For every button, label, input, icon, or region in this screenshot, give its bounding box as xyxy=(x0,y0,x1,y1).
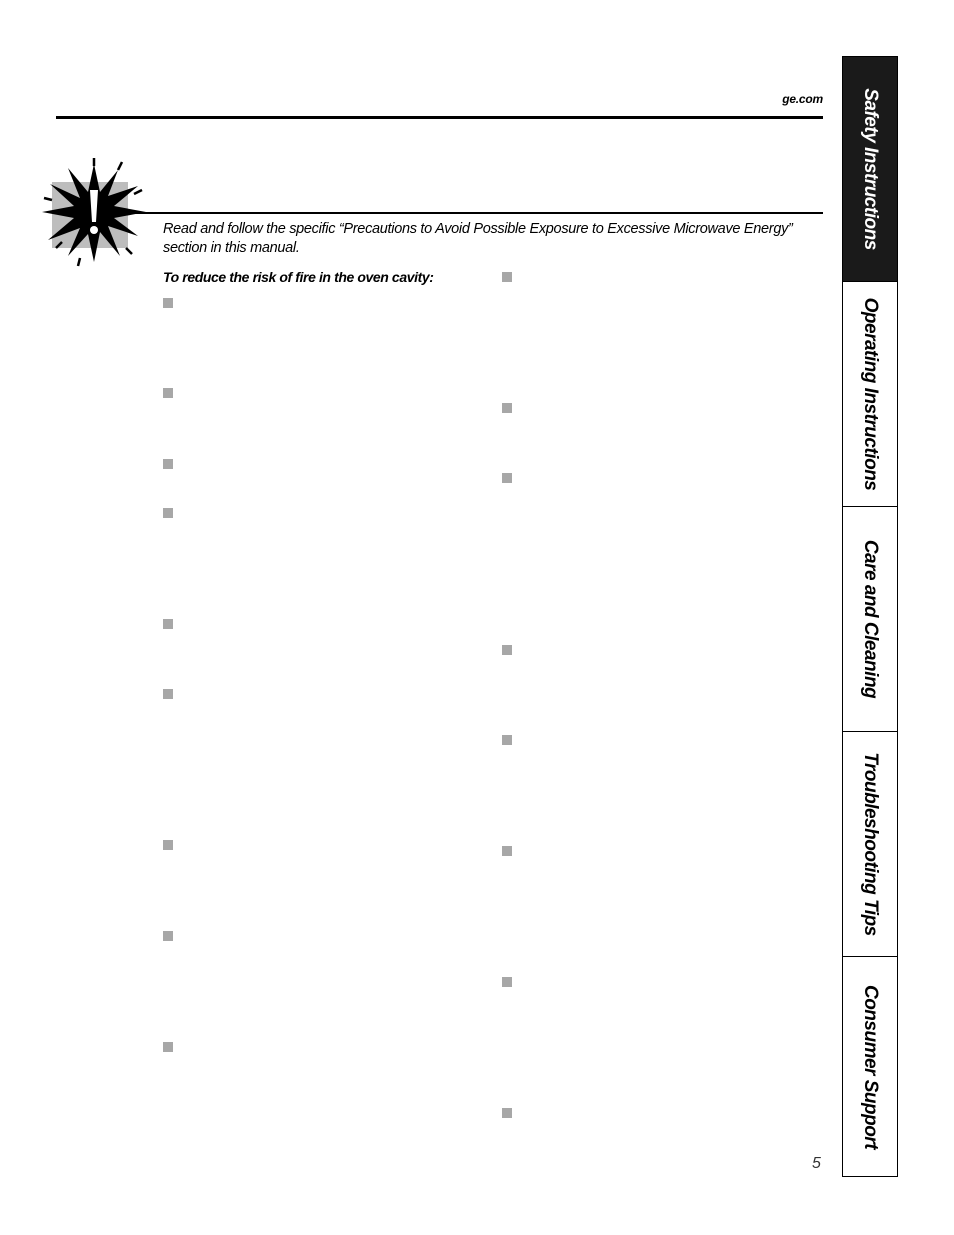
square-bullet-icon xyxy=(163,459,173,469)
square-bullet-icon xyxy=(502,403,512,413)
section-tabs xyxy=(842,56,898,1177)
square-bullet-icon xyxy=(502,1108,512,1118)
square-bullet-icon xyxy=(163,840,173,850)
tab-operating-instructions[interactable] xyxy=(843,282,897,507)
square-bullet-icon xyxy=(163,388,173,398)
square-bullet-icon xyxy=(163,508,173,518)
square-bullet-icon xyxy=(163,931,173,941)
tab-consumer-support[interactable] xyxy=(843,957,897,1176)
tab-label: Operating Instructions xyxy=(860,297,881,491)
square-bullet-icon xyxy=(502,977,512,987)
square-bullet-icon xyxy=(163,1042,173,1052)
tab-label: Consumer Support xyxy=(860,984,881,1149)
square-bullet-icon xyxy=(502,272,512,282)
fire-risk-subhead: To reduce the risk of fire in the oven cavity: xyxy=(163,269,434,285)
tab-care-and-cleaning[interactable] xyxy=(843,507,897,732)
square-bullet-icon xyxy=(502,846,512,856)
tab-label: Care and Cleaning xyxy=(860,539,881,699)
tab-troubleshooting-tips[interactable] xyxy=(843,732,897,957)
tab-safety-instructions[interactable] xyxy=(843,57,897,282)
top-rule xyxy=(56,116,823,119)
square-bullet-icon xyxy=(502,735,512,745)
site-url[interactable]: ge.com xyxy=(782,92,823,106)
tab-label: Safety Instructions xyxy=(860,88,881,250)
square-bullet-icon xyxy=(502,473,512,483)
tab-label: Troubleshooting Tips xyxy=(860,752,881,936)
intro-text: Read and follow the specific “Precautions to Avoid Possible Exposure to Excessive Microwave Energy” section in this manual. xyxy=(163,221,793,256)
square-bullet-icon xyxy=(163,298,173,308)
page-number: 5 xyxy=(812,1155,821,1172)
square-bullet-icon xyxy=(502,645,512,655)
section-rule xyxy=(128,212,823,214)
square-bullet-icon xyxy=(163,689,173,699)
square-bullet-icon xyxy=(163,619,173,629)
